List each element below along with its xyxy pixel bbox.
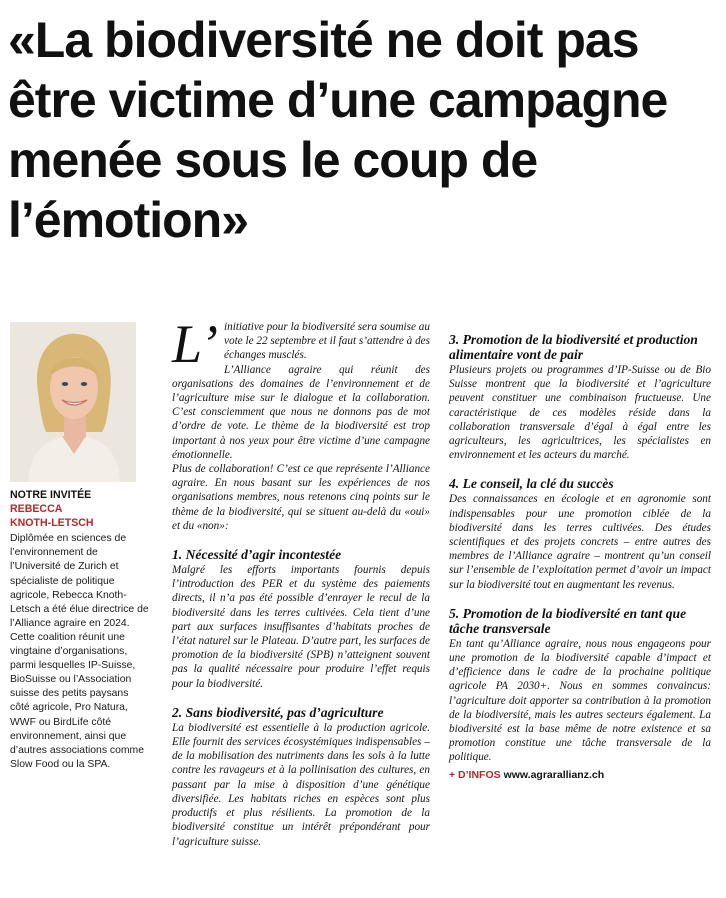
more-info-tag: + D’INFOS — [449, 768, 501, 781]
author-photo — [10, 322, 136, 482]
section-text-4: Des connaissances en écologie et en agronomie sont indispensables pour une promotion ciblée de la biodiversité dans les terres cultivées. Des études scientifiques et des projets concrets – entre autres des membres de l’Alliance agraire – montrent qu’un conseil sur l’ensemble de l’exploitation permet d’avoir un impact sur la biodiversité tout en augmentant les revenus. — [449, 493, 711, 591]
section-title-5: 5. Promotion de la biodiversité en tant que tâche transversale — [449, 605, 687, 636]
section-text-3: Plusieurs projets ou programmes d’IP-Suisse ou de Bio Suisse montrent que la biodiversité et l’agriculture peuvent constituer une combinaison fructueuse. Une caractéristique de ces modèles réside dans la collaboration transversale d’égal à égal entre les agriculteurs, les agricultrices, les spécialistes en environnement et les acteurs du marché. — [449, 364, 711, 462]
guest-label: NOTRE INVITÉE — [10, 489, 92, 501]
intro-text: initiative pour la biodiversité sera soumise au vote le 22 septembre et il faut s’attendre à des échanges musclés. — [224, 321, 430, 362]
section-title-3: 3. Promotion de la biodiversité et production alimentaire vont de pair — [449, 332, 698, 362]
body-paragraph: L’Alliance agraire qui réunit des organisations des domaines de l’environnement et de l’agriculture mise sur le dialogue et la collaboration. C’est consciemment que nous ne donnons pas de mot d’ordre de vote. Le thème de la biodiversité est trop important à nos yeux pour être victime d’une campagne émotionnelle. — [172, 363, 430, 461]
body-paragraph: Plus de collaboration! C’est ce que représente l’Alliance agraire. En nous basant sur les expériences de nos organisations membres, nous retenons cinq points sur le thème de la biodiversité, qui se situent au-delà du «oui» et du «non»: — [172, 463, 430, 532]
more-info — [449, 768, 711, 782]
section-title-1: 1. Nécessité d’agir incontestée — [172, 547, 342, 563]
section-text-1: Malgré les efforts importants fournis depuis l’introduction des PER et du système des paiements directs, il n’a pas été possible d’enrayer le recul de la biodiversité dans les terres cultivées. Cela tient d’une part aux surfaces insuffisantes d’habitats proches de l’état naturel sur le Plateau. D’autre part, les surfaces de promotion de la biodiversité (SPB) n’atteignent souvent pas la qualité nécessaire pour produire l’effet requis pour la biodiversité. — [172, 564, 430, 690]
drop-cap: L’ — [172, 314, 219, 374]
guest-name-first: REBECCA — [10, 503, 63, 516]
section-text-5: En tant qu’Alliance agraire, nous nous engageons pour une promotion de la biodiversité capable d’impact et d’efficience dans le cadre de la prochaine politique agricole PA 2030+. Nous en sommes convaincus: l’agriculture doit apporter sa contribution à la promotion de la biodiversité, mais les autres secteurs également. La biodiversité est la base même de notre existence et sa promotion constitue une tâche transversale de la politique. — [449, 637, 711, 764]
section-text-2: La biodiversité est essentielle à la production agricole. Elle fournit des services écosystémiques indispensables – de la mobilisation des nutriments dans les sols à la lutte contre les ravageurs et à la pollinisation des cultures, en passant par la mise à disposition d’une génétique diversifiée. Les habitats riches en espèces sont plus productifs et plus résilients. La promotion de la biodiversité constitue un intérêt prépondérant pour l’agriculture suisse. — [172, 721, 430, 848]
more-info-link[interactable]: www.agrarallianz.ch — [503, 768, 605, 781]
guest-name-last: KNOTH-LETSCH — [10, 517, 94, 530]
intro-paragraph — [172, 314, 430, 374]
section-title-4: 4. Le conseil, la clé du succès — [449, 476, 614, 492]
guest-bio: Diplômée en sciences de l’environnement de l’Université de Zurich et spécialiste de politique agricole, Rebecca Knoth-Letsch a été élue directrice de l’Alliance agraire en 2024. Cette coalition réunit une vingtaine d’organisations, parmi lesquelles IP-Suisse, BioSuisse ou l’Association suisse des petits paysans côté agricole, Pro Natura, WWF ou BirdLife côté environnement, ainsi que d’autres associations comme Slow Food ou la SPA. — [10, 533, 149, 770]
section-title-2: 2. Sans biodiversité, pas d’agriculture — [172, 704, 384, 720]
guest-sidebar — [10, 488, 150, 772]
headline: «La biodiversité ne doit pas être victime d’une campagne menée sous le coup de l’émotion» — [8, 12, 668, 248]
column-right — [449, 320, 711, 782]
column-middle — [172, 314, 430, 849]
